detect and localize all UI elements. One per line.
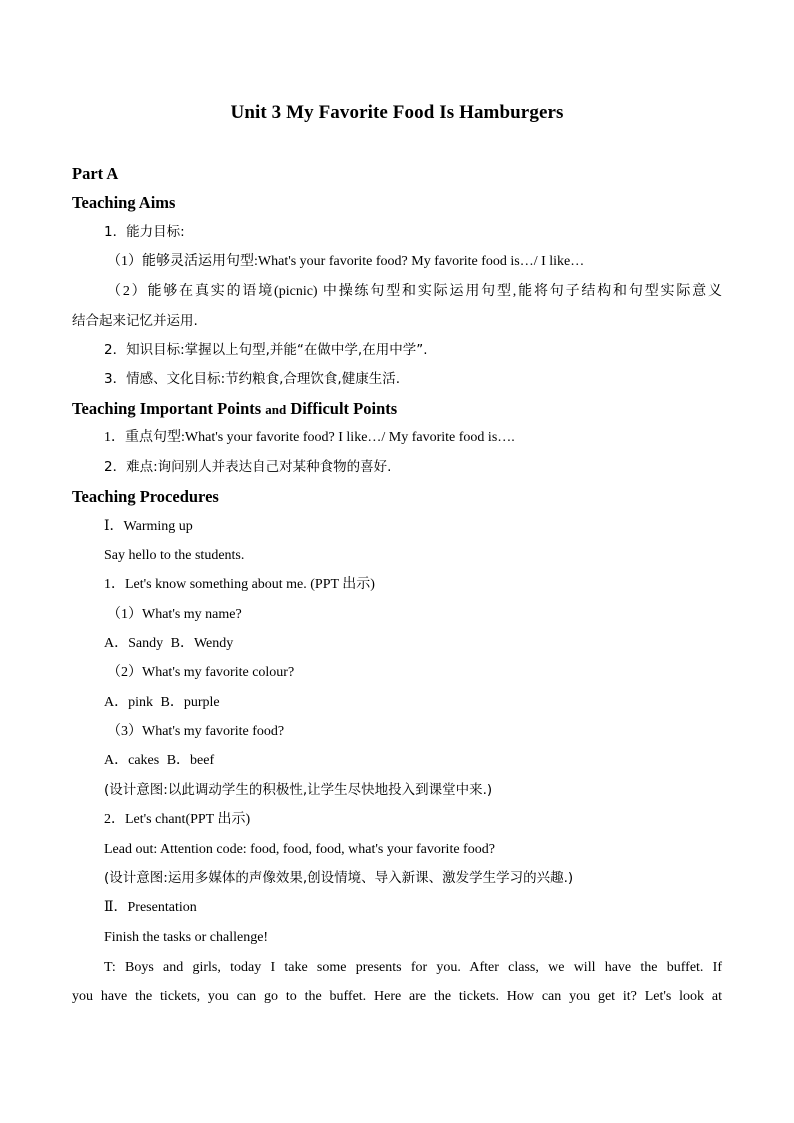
important-points-heading-and: and bbox=[265, 402, 287, 417]
important-points-heading bbox=[72, 399, 397, 419]
point-item-1: 1．重点句型:What's your favorite food? I like…/ My favorite food is…. bbox=[104, 430, 515, 445]
procedures-heading: Teaching Procedures bbox=[72, 487, 219, 506]
presentation-label: Ⅱ．Presentation bbox=[104, 900, 197, 915]
finish-line: Finish the tasks or challenge! bbox=[104, 930, 269, 945]
aim-item-1b-line2: 结合起来记忆并运用. bbox=[72, 313, 198, 329]
aim-item-1a: （1）能够灵活运用句型:What's your favorite food? My favorite food is…/ I like… bbox=[107, 254, 585, 269]
aim-item-2: 2．知识目标:掌握以上句型,并能“在做中学,在用中学”. bbox=[104, 342, 428, 358]
design-intent-2: (设计意图:运用多媒体的声像效果,创设情境、导入新课、激发学生学习的兴趣.) bbox=[104, 870, 574, 886]
teaching-aims-heading: Teaching Aims bbox=[72, 193, 176, 212]
part-heading: Part A bbox=[72, 164, 119, 183]
aim-item-1b-line1: （2）能够在真实的语境(picnic) 中操练句型和实际运用句型,能将句子结构和句型实际意义 bbox=[107, 284, 722, 299]
important-points-heading-part1: Teaching Important Points bbox=[72, 399, 262, 418]
aim-item-3: 3．情感、文化目标:节约粮食,合理饮食,健康生活. bbox=[104, 371, 401, 387]
aim-item-1: 1．能力目标: bbox=[104, 224, 185, 240]
question-2: （2）What's my favorite colour? bbox=[107, 665, 295, 680]
chant-line: 2．Let's chant(PPT 出示) bbox=[104, 812, 251, 827]
question-3-options: A．cakes B．beef bbox=[104, 753, 215, 768]
question-2-options: A．pink B．purple bbox=[104, 695, 220, 710]
paragraph-line-2: you have the tickets, you can go to the buffet. Here are the tickets. How can you get it? Let's look at bbox=[72, 989, 722, 1004]
know-me-line: 1．Let's know something about me. (PPT 出示) bbox=[104, 577, 375, 592]
point-item-2: 2．难点:询问别人并表达自己对某种食物的喜好. bbox=[104, 459, 392, 475]
design-intent-1: (设计意图:以此调动学生的积极性,让学生尽快地投入到课堂中来.) bbox=[104, 782, 493, 798]
document-title: Unit 3 My Favorite Food Is Hamburgers bbox=[230, 102, 564, 123]
important-points-heading-part2: Difficult Points bbox=[290, 399, 398, 418]
question-1-options: A．Sandy B．Wendy bbox=[104, 636, 234, 651]
question-3: （3）What's my favorite food? bbox=[107, 724, 285, 739]
lead-out-line: Lead out: Attention code: food, food, food, what's your favorite food? bbox=[104, 842, 495, 857]
say-hello-line: Say hello to the students. bbox=[104, 548, 245, 563]
paragraph-line-1: T: Boys and girls, today I take some presents for you. After class, we will have the buffet. If bbox=[104, 960, 722, 975]
warming-up-label: Ⅰ．Warming up bbox=[104, 519, 193, 534]
question-1: （1）What's my name? bbox=[107, 607, 242, 622]
